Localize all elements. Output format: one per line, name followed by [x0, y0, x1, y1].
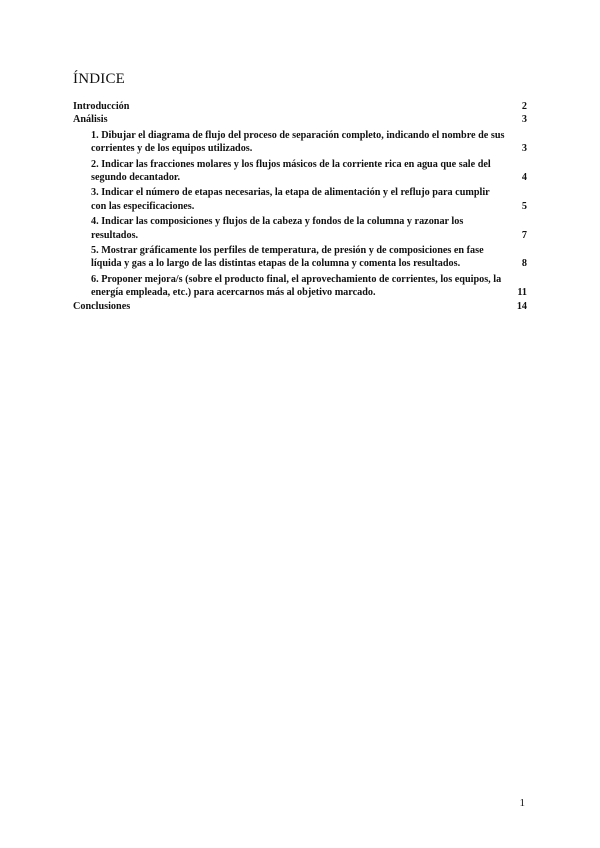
- toc-entry-introduccion[interactable]: [73, 100, 527, 113]
- table-of-contents: [73, 100, 527, 313]
- toc-entry-text: 1. Dibujar el diagrama de flujo del proceso de separación completo, indicando el nombre de sus corrientes y de los equipos utilizados.: [91, 129, 505, 155]
- toc-entry-analisis[interactable]: [73, 113, 527, 126]
- toc-entry-page: 2: [521, 101, 527, 112]
- toc-entry-text: 5. Mostrar gráficamente los perfiles de temperatura, de presión y de composiciones en fase líquida y gas a lo largo de las distintas etapas de la columna y comenta los resultados.: [91, 245, 484, 270]
- toc-entry-text: 3. Indicar el número de etapas necesarias, la etapa de alimentación y el reflujo para cumplir con las especificaciones.: [91, 187, 490, 212]
- toc-entry-text: Introducción: [73, 101, 130, 112]
- toc-entry-section-3[interactable]: [91, 186, 527, 213]
- toc-entry-section-4[interactable]: [91, 215, 527, 242]
- toc-entry-section-6[interactable]: [91, 273, 527, 300]
- toc-entry-text: Análisis: [73, 114, 108, 126]
- index-title: ÍNDICE: [73, 71, 126, 87]
- toc-entry-page: 7: [521, 229, 527, 241]
- toc-entry-text: 4. Indicar las composiciones y flujos de la cabeza y fondos de la columna y razonar los resultados.: [91, 216, 464, 241]
- toc-entry-section-1[interactable]: [91, 129, 527, 156]
- toc-entry-page: 3: [521, 114, 527, 126]
- toc-entry-page: 3: [521, 143, 527, 155]
- toc-entry-conclusiones[interactable]: [73, 300, 527, 313]
- toc-entry-text: 2. Indicar las fracciones molares y los flujos másicos de la corriente rica en agua que sale del segundo decantador.: [91, 158, 491, 184]
- page-number: 1: [519, 797, 525, 809]
- toc-entry-page: 5: [521, 200, 527, 212]
- toc-entry-section-5[interactable]: [91, 244, 527, 271]
- toc-entry-section-2[interactable]: [91, 158, 527, 185]
- toc-entry-page: 8: [521, 258, 527, 270]
- toc-entry-page: 4: [521, 172, 527, 184]
- toc-entry-page: 11: [517, 287, 527, 299]
- toc-entry-page: 14: [516, 300, 527, 312]
- toc-entry-text: Conclusiones: [73, 300, 131, 312]
- toc-entry-text: 6. Proponer mejora/s (sobre el producto final, el aprovechamiento de corrientes, los equipos, la energía empleada, etc.) para acercarnos más al objetivo marcado.: [91, 273, 502, 299]
